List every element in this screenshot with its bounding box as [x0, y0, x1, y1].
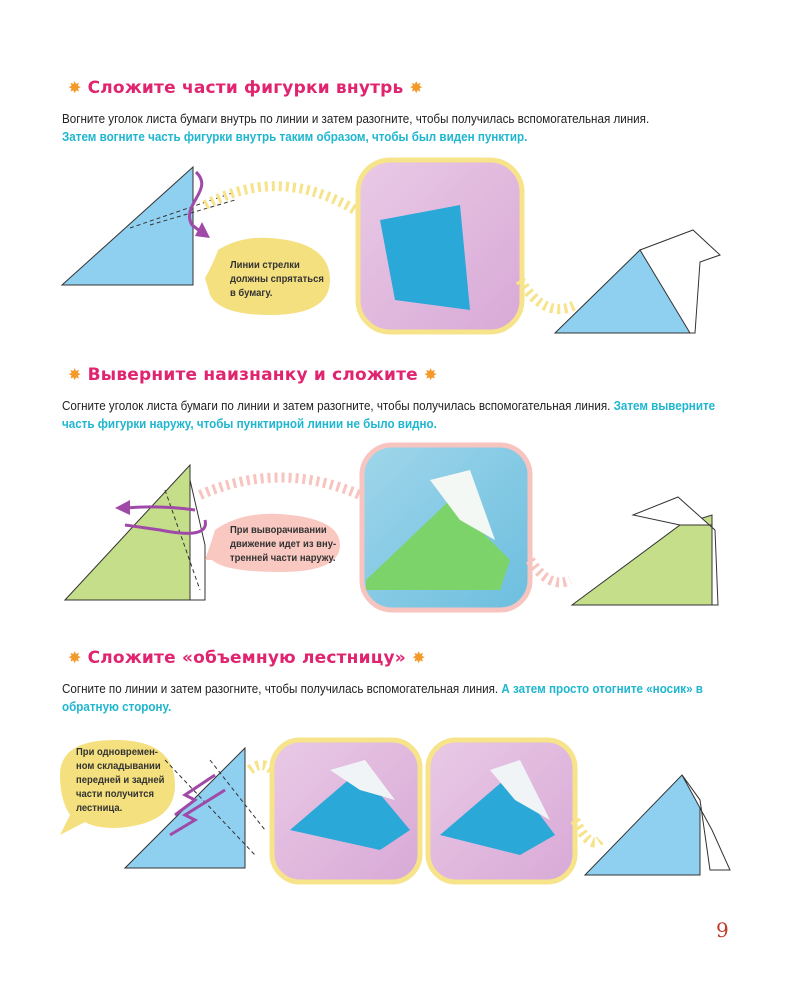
- instruction-text: Согните по линии и затем разогните, чтобы получилась вспомогательная линия.: [62, 682, 499, 696]
- star-icon: ✸: [68, 648, 82, 667]
- result-shape-3: [585, 775, 700, 875]
- bubble-2-text: [230, 523, 336, 565]
- bubble-line: тренней части наружу.: [230, 552, 336, 564]
- bubble-line: части получится: [76, 788, 155, 800]
- instruction-highlight: Затем выверните часть фигурки наружу, чтобы пунктирной линии не было видно.: [62, 399, 716, 431]
- instruction-text: Вогните уголок листа бумаги внутрь по линии и затем разогните, чтобы получилась вспомогательная линия.: [62, 112, 650, 126]
- title-text: Сложите «объемную лестницу»: [87, 648, 406, 668]
- bubble-line: Линии стрелки: [230, 259, 300, 271]
- blue-paper-diagram: [62, 167, 193, 285]
- bubble-line: передней и задней: [76, 774, 165, 786]
- star-icon: ✸: [409, 78, 424, 97]
- bubble-line: При выворачивании: [230, 524, 327, 536]
- bubble-line: в бумагу.: [230, 287, 273, 299]
- star-icon: ✸: [423, 365, 438, 384]
- star-icon: ✸: [411, 648, 426, 667]
- instruction-highlight: А затем просто отогните «носик» в обратную сторону.: [62, 682, 703, 714]
- bubble-line: При одновремен-: [76, 746, 158, 758]
- title-text: Сложите части фигурки внутрь: [87, 78, 404, 98]
- title-text: Выверните наизнанку и сложите: [87, 365, 418, 385]
- instruction-text: Согните уголок листа бумаги по линии и затем разогните, чтобы получилась вспомогательная линия.: [62, 399, 611, 413]
- page-number: 9: [716, 918, 729, 942]
- instruction-highlight: Затем вогните часть фигурки внутрь таким образом, чтобы был виден пунктир.: [62, 130, 528, 144]
- star-icon: ✸: [68, 78, 82, 97]
- bubble-line: движение идет из вну-: [230, 538, 337, 550]
- bubble-line: лестница.: [76, 802, 123, 814]
- bubble-3-text: [76, 745, 164, 815]
- result-shape-2: [572, 515, 712, 605]
- bubble-line: должны спрятаться: [230, 273, 324, 285]
- star-icon: ✸: [68, 365, 82, 384]
- bubble-1-text: [230, 258, 324, 300]
- bubble-line: ном складывании: [76, 760, 161, 772]
